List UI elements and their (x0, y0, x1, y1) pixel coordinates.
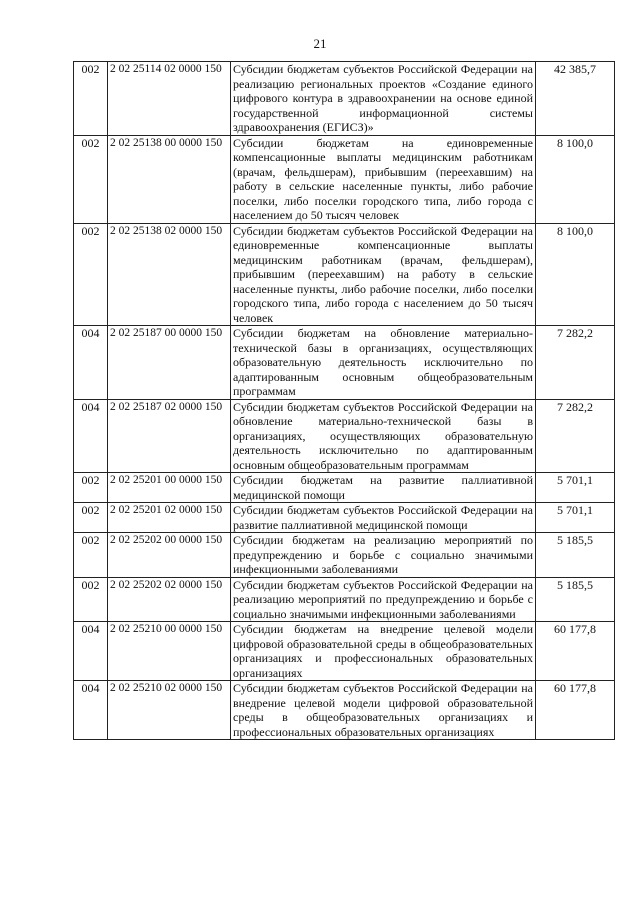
income-name-cell: Субсидии бюджетам субъектов Российской Федерации на реализацию региональных проектов «Создание единого цифрового контура в здравоохранении на основе единой государственной информационной системы здравоохранения (ЕГИСЗ)» (231, 62, 536, 136)
table-row (74, 399, 615, 473)
budget-classification-code-cell: 2 02 25202 02 0000 150 (108, 577, 231, 622)
budget-classification-code-cell: 2 02 25210 00 0000 150 (108, 622, 231, 681)
budget-table (73, 61, 615, 740)
table-row (74, 681, 615, 740)
amount-cell: 7 282,2 (536, 326, 615, 400)
income-name-cell: Субсидии бюджетам на внедрение целевой модели цифровой образовательной среды в общеобразовательных организациях и профессиональных образовательных организациях (231, 622, 536, 681)
admin-code-cell: 002 (74, 223, 108, 326)
amount-cell: 42 385,7 (536, 62, 615, 136)
income-name-cell: Субсидии бюджетам субъектов Российской Федерации на реализацию мероприятий по предупреждению и борьбе с социально значимыми инфекционными заболеваниями (231, 577, 536, 622)
admin-code-cell: 002 (74, 62, 108, 136)
income-name-cell: Субсидии бюджетам субъектов Российской Федерации на внедрение целевой модели цифровой образовательной среды в общеобразовательных организациях и профессиональных образовательных организациях (231, 681, 536, 740)
budget-classification-code-cell: 2 02 25201 02 0000 150 (108, 503, 231, 533)
amount-cell: 5 701,1 (536, 473, 615, 503)
budget-classification-code-cell: 2 02 25114 02 0000 150 (108, 62, 231, 136)
amount-cell: 5 185,5 (536, 533, 615, 578)
income-name-cell: Субсидии бюджетам субъектов Российской Федерации на обновление материально-технической базы в организациях, осуществляющих образовательную деятельность исключительно по адаптированным основным общеобразовательным программам (231, 399, 536, 473)
amount-cell: 5 185,5 (536, 577, 615, 622)
amount-cell: 8 100,0 (536, 223, 615, 326)
table-row (74, 503, 615, 533)
admin-code-cell: 002 (74, 533, 108, 578)
budget-classification-code-cell: 2 02 25138 00 0000 150 (108, 135, 231, 223)
admin-code-cell: 002 (74, 473, 108, 503)
amount-cell: 8 100,0 (536, 135, 615, 223)
table-row (74, 533, 615, 578)
table-row (74, 326, 615, 400)
table-row (74, 577, 615, 622)
income-name-cell: Субсидии бюджетам на единовременные компенсационные выплаты медицинским работникам (врачам, фельдшерам), прибывшим (переехавшим) на работу в сельские населенные пункты, либо рабочие поселки, либо поселки городского типа, либо города с населением до 50 тысяч человек (231, 135, 536, 223)
budget-classification-code-cell: 2 02 25138 02 0000 150 (108, 223, 231, 326)
budget-classification-code-cell: 2 02 25202 00 0000 150 (108, 533, 231, 578)
admin-code-cell: 002 (74, 503, 108, 533)
admin-code-cell: 004 (74, 622, 108, 681)
table-row (74, 135, 615, 223)
budget-classification-code-cell: 2 02 25201 00 0000 150 (108, 473, 231, 503)
budget-classification-code-cell: 2 02 25187 00 0000 150 (108, 326, 231, 400)
income-name-cell: Субсидии бюджетам субъектов Российской Федерации на единовременные компенсационные выплаты медицинским работникам (врачам, фельдшерам), прибывшим (переехавшим) на работу в сельские населенные пункты, либо рабочие поселки, либо поселки городского типа, либо города с населением до 50 тысяч человек (231, 223, 536, 326)
budget-classification-code-cell: 2 02 25210 02 0000 150 (108, 681, 231, 740)
amount-cell: 5 701,1 (536, 503, 615, 533)
budget-table-body (74, 62, 615, 740)
income-name-cell: Субсидии бюджетам субъектов Российской Федерации на развитие паллиативной медицинской помощи (231, 503, 536, 533)
admin-code-cell: 004 (74, 326, 108, 400)
budget-classification-code-cell: 2 02 25187 02 0000 150 (108, 399, 231, 473)
amount-cell: 60 177,8 (536, 622, 615, 681)
income-name-cell: Субсидии бюджетам на реализацию мероприятий по предупреждению и борьбе с социально значимыми инфекционными заболеваниями (231, 533, 536, 578)
admin-code-cell: 004 (74, 399, 108, 473)
admin-code-cell: 002 (74, 135, 108, 223)
table-row (74, 223, 615, 326)
amount-cell: 60 177,8 (536, 681, 615, 740)
income-name-cell: Субсидии бюджетам на обновление материально-технической базы в организациях, осуществляющих образовательную деятельность исключительно по адаптированным основным общеобразовательным программам (231, 326, 536, 400)
amount-cell: 7 282,2 (536, 399, 615, 473)
table-row (74, 473, 615, 503)
page-number: 21 (313, 36, 327, 51)
admin-code-cell: 002 (74, 577, 108, 622)
income-name-cell: Субсидии бюджетам на развитие паллиативной медицинской помощи (231, 473, 536, 503)
admin-code-cell: 004 (74, 681, 108, 740)
table-row (74, 62, 615, 136)
table-row (74, 622, 615, 681)
